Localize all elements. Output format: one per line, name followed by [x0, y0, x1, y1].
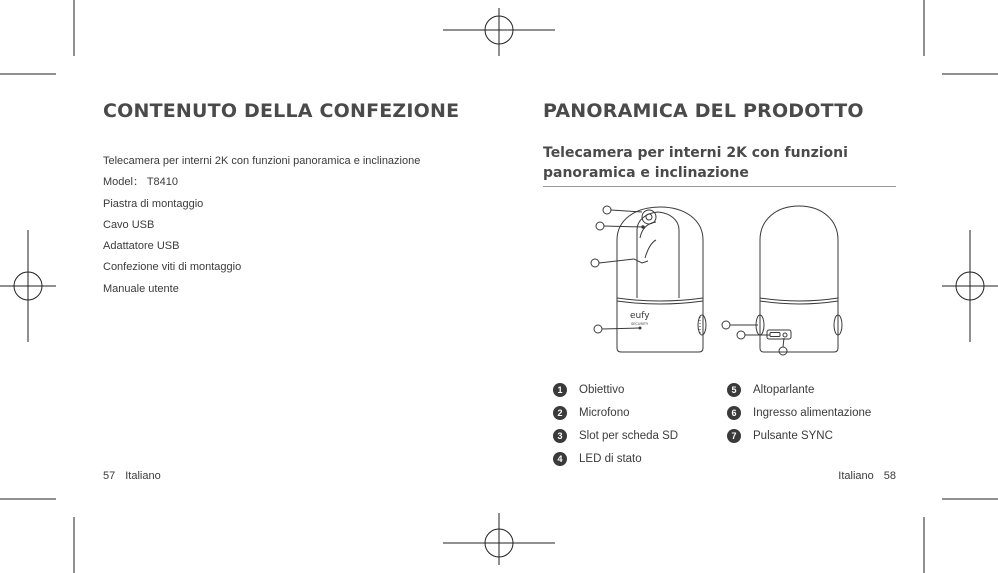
registration-mark-top [443, 8, 555, 56]
list-item: Telecamera per interni 2K con funzioni panoramica e inclinazione [103, 155, 421, 167]
list-item: Piastra di montaggio [103, 197, 204, 210]
registration-mark-bottom [443, 513, 555, 565]
legend-item: 5 Altoparlante [727, 378, 871, 401]
registration-mark-right [942, 230, 998, 342]
legend-item: 1 Obiettivo [553, 378, 678, 401]
number-badge: 5 [727, 383, 741, 397]
right-page-title: PANORAMICA DEL PRODOTTO [543, 100, 864, 122]
legend-item: 2 Microfono [553, 401, 678, 424]
right-footer [838, 470, 896, 482]
camera-front-view [591, 206, 706, 352]
number-badge: 1 [553, 383, 567, 397]
parts-legend-left [553, 378, 678, 470]
product-subtitle [543, 143, 896, 183]
legend-item: 7 Pulsante SYNC [727, 424, 871, 447]
list-item: Model： T8410 [103, 176, 179, 189]
product-illustration [580, 198, 860, 358]
legend-item: 3 Slot per scheda SD [553, 424, 678, 447]
camera-brand-logo: eufy [630, 311, 650, 321]
footer-language: Italiano [838, 470, 874, 482]
list-item: Manuale utente [103, 282, 179, 295]
package-contents-list [103, 153, 420, 302]
page-number: 58 [883, 470, 896, 482]
legend-item: 6 Ingresso alimentazione [727, 401, 871, 424]
number-badge: 4 [553, 452, 567, 466]
subtitle-line-1: Telecamera per interni 2K con funzioni [543, 145, 848, 161]
left-footer [103, 470, 161, 482]
svg-text:SECURITY: SECURITY [631, 322, 649, 326]
number-badge: 3 [553, 429, 567, 443]
subtitle-line-2: panoramica e inclinazione [543, 165, 749, 181]
number-badge: 6 [727, 406, 741, 420]
legend-item: 4 LED di stato [553, 447, 678, 470]
divider [543, 186, 896, 187]
number-badge: 7 [727, 429, 741, 443]
parts-legend-right [727, 378, 871, 447]
list-item: Adattatore USB [103, 240, 180, 253]
number-badge: 2 [553, 406, 567, 420]
list-item: Confezione viti di montaggio [103, 261, 242, 274]
list-item: Cavo USB [103, 218, 155, 231]
registration-mark-left [0, 230, 56, 342]
footer-language: Italiano [125, 470, 161, 482]
camera-back-view [722, 206, 842, 355]
left-page-title: CONTENUTO DELLA CONFEZIONE [103, 100, 460, 122]
page-number: 57 [103, 470, 116, 482]
